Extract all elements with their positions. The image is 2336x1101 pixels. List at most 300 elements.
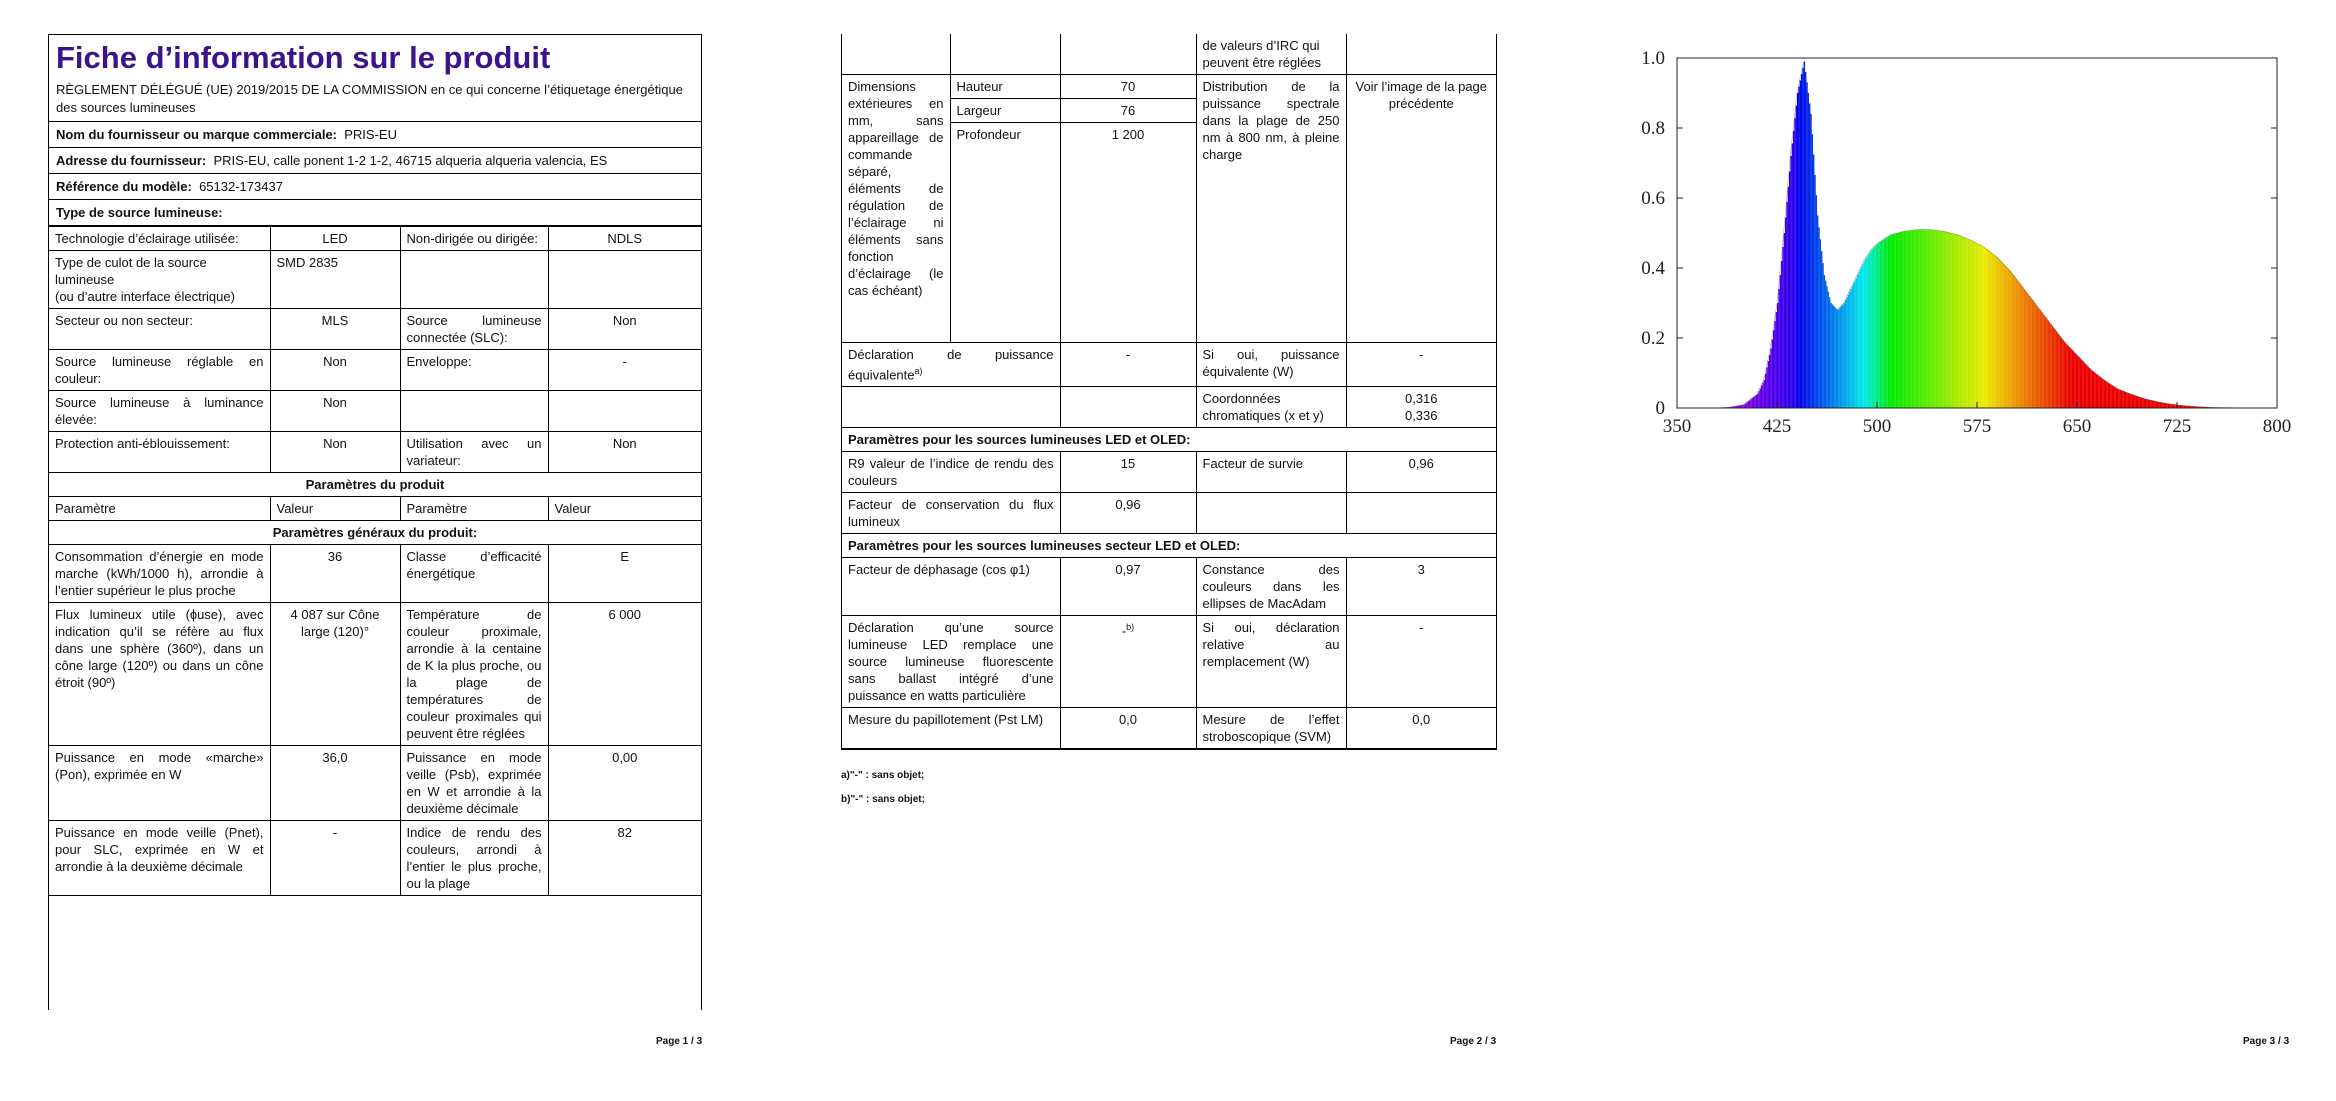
spectrum-bar <box>2038 308 2039 408</box>
spectral-distribution-chart <box>1577 30 2297 460</box>
x-tick-label: 500 <box>1862 416 1892 437</box>
spectrum-bar <box>1750 399 1751 408</box>
spectrum-bar <box>1810 114 1811 408</box>
spectrum-bar <box>2145 399 2146 408</box>
spectrum-bar <box>1880 242 1881 408</box>
model-value: 65132-173437 <box>199 179 283 195</box>
spectrum-bar <box>1873 248 1874 408</box>
spectrum-bar <box>1856 278 1857 408</box>
page-3 <box>1557 0 2336 1101</box>
spectrum-bar <box>1962 237 1963 408</box>
table-row: Déclaration de puissance équivalente$^{a)}$ - Si oui, puissance équivalente (W) - <box>842 343 1496 387</box>
spectrum-bar <box>2042 314 2043 409</box>
spectrum-bar <box>1989 251 1990 408</box>
spectrum-bar <box>1826 286 1827 408</box>
page-number: Page 3 / 3 <box>2243 1036 2290 1047</box>
spectrum-bar <box>2028 294 2029 408</box>
spectrum-bar <box>1942 231 1943 408</box>
equivalent-power-label: Déclaration de puissance équivalente$^{a)}$ <box>842 343 1060 387</box>
spectrum-bar <box>1937 230 1938 408</box>
spectrum-bar <box>2049 322 2050 408</box>
spectrum-bar <box>1985 248 1986 408</box>
spectrum-bar <box>1745 403 1746 408</box>
title-block <box>49 35 701 122</box>
spectrum-bar <box>1820 239 1821 408</box>
footnote-a: a)"-" : sans objet; <box>841 770 925 781</box>
spectrum-bar <box>1997 258 1998 409</box>
spectrum-bar <box>2120 390 2121 408</box>
spectrum-bar <box>1845 300 1846 408</box>
spectrum-bar <box>2106 382 2107 408</box>
spectrum-bar <box>2020 284 2021 408</box>
spectrum-bar <box>1986 249 1987 408</box>
spectrum-bar <box>1804 62 1805 409</box>
spectrum-bar <box>1968 239 1969 408</box>
spectrum-bar <box>1764 380 1765 408</box>
spectrum-bar <box>1796 106 1797 408</box>
y-tick-label: 0.4 <box>1641 258 1665 279</box>
y-tick-label: 0.8 <box>1641 118 1665 139</box>
table-row: Dimensions extérieures en mm, sans appareillage de commande séparé, éléments de régulation de l’éclairage ni éléments sans fonction d’éclairage (le cas échéant) Hauteur 70 Distribution de la puissance spectrale dans la plage de 250 nm à 800 nm, à pleine charge Voir l’image de la page précédente <box>842 75 1496 99</box>
spectrum-bar <box>2077 356 2078 409</box>
spectrum-bar <box>1965 238 1966 408</box>
spectrum-bar <box>2061 338 2062 408</box>
x-tick-label: 425 <box>1762 416 1792 437</box>
spectrum-bar <box>1806 83 1807 409</box>
spectrum-bar <box>1837 310 1838 408</box>
spectrum-bar <box>1877 244 1878 409</box>
spectrum-bar <box>1934 230 1935 408</box>
spectrum-bar <box>1805 72 1806 408</box>
spectrum-bar <box>1768 361 1769 408</box>
spectrum-bar <box>1897 233 1898 408</box>
spectrum-bar <box>2062 340 2063 408</box>
spectrum-bar <box>2101 378 2102 408</box>
spectrum-bar <box>1945 232 1946 408</box>
spectrum-bar <box>1760 388 1761 408</box>
spectrum-bar <box>2093 372 2094 408</box>
spectrum-bar <box>2136 396 2137 408</box>
spectrum-bar <box>2113 386 2114 408</box>
spectrum-bar <box>1936 230 1937 408</box>
spectrum-bar <box>1972 241 1973 408</box>
spectrum-bar <box>2138 397 2139 408</box>
column-header-row: Paramètre Valeur Paramètre Valeur <box>49 497 701 521</box>
spectrum-bar <box>2022 287 2023 408</box>
spectrum-bar <box>2160 402 2161 408</box>
address-row <box>49 148 701 174</box>
spectrum-bar <box>2072 350 2073 408</box>
spectrum-bar <box>2005 266 2006 408</box>
spectrum-bar <box>1840 307 1841 408</box>
spectrum-bar <box>2149 400 2150 408</box>
spectrum-bar <box>2002 263 2003 408</box>
spectrum-bar <box>2001 262 2002 408</box>
spectrum-bar <box>2078 357 2079 408</box>
spectrum-bar <box>1850 289 1851 408</box>
spectrum-bar <box>1869 253 1870 408</box>
continuation-table <box>842 34 1496 749</box>
spectrum-bar <box>1960 236 1961 408</box>
y-tick-label: 0.2 <box>1641 328 1665 349</box>
spectrum-bar <box>1762 383 1763 408</box>
spectrum-bar <box>2174 405 2175 408</box>
spectrum-bar <box>1881 241 1882 408</box>
table-row: Source lumineuse réglable en couleur: Non Enveloppe: - <box>49 350 701 391</box>
table-row: Puissance en mode «marche» (Pon), exprimée en W 36,0 Puissance en mode veille (Psb), exprimée en W et arrondie à la deuxième décimale 0,00 <box>49 746 701 821</box>
spectrum-bar <box>2025 291 2026 408</box>
spectrum-bar <box>2070 349 2071 409</box>
spectrum-bar <box>2032 300 2033 409</box>
spectrum-bar <box>1846 297 1847 408</box>
spectrum-bar <box>1978 244 1979 408</box>
product-info-continuation <box>841 34 1497 750</box>
spectrum-bar <box>2125 392 2126 408</box>
spectrum-bar <box>1982 246 1983 408</box>
x-tick-label: 350 <box>1662 416 1692 437</box>
spectrum-bar <box>1929 230 1930 409</box>
spectrum-bar <box>1950 233 1951 408</box>
spectrum-bar <box>1861 267 1862 408</box>
spectrum-bar <box>2014 277 2015 408</box>
spectrum-bar <box>1964 237 1965 408</box>
table-row: Mesure du papillotement (Pst LM) 0,0 Mesure de l’effet stroboscopique (SVM) 0,0 <box>842 708 1496 749</box>
product-info-sheet <box>48 34 702 1010</box>
spectrum-bar <box>2021 286 2022 409</box>
dimensions-label: Dimensions extérieures en mm, sans appareillage de commande séparé, éléments de régulation de l’éclairage ni éléments sans fonction d’éclairage (le cas échéant) <box>842 75 950 343</box>
spectrum-bar <box>1756 395 1757 408</box>
spectrum-bar <box>2121 390 2122 408</box>
spectrum-bar <box>1908 231 1909 408</box>
spectrum-bar <box>1754 396 1755 408</box>
spectrum-bar <box>1792 143 1793 408</box>
spectrum-bar <box>1838 309 1839 408</box>
spectrum-bar <box>2069 347 2070 408</box>
table-row: Consommation d’énergie en mode marche (kWh/1000 h), arrondie à l’entier supérieur le plus proche 36 Classe d’efficacité énergétique E <box>49 545 701 603</box>
footnote-b: b)"-" : sans objet; <box>841 794 925 805</box>
x-tick-label: 800 <box>2262 416 2292 437</box>
spectrum-bar <box>1954 234 1955 408</box>
spectrum-bar <box>1916 230 1917 408</box>
spectrum-bar <box>2057 333 2058 408</box>
spectrum-bar <box>1789 171 1790 408</box>
spectrum-bar <box>1828 292 1829 408</box>
spectrum-bar <box>1905 231 1906 408</box>
spectrum-bar <box>2153 401 2154 408</box>
spectrum-bar <box>2045 317 2046 408</box>
spectrum-bar <box>2166 403 2167 408</box>
spectrum-bar <box>1776 312 1777 408</box>
spectrum-bar <box>2092 371 2093 408</box>
spectrum-bar <box>2065 343 2066 408</box>
spectrum-bar <box>2050 324 2051 408</box>
spectrum-bar <box>2162 403 2163 408</box>
spectrum-bar <box>1862 264 1863 408</box>
spectrum-bar <box>2100 377 2101 408</box>
spectrum-bar <box>1914 230 1915 408</box>
table-row: Coordonnées chromatiques (x et y) 0,316 0,336 <box>842 387 1496 428</box>
supplier-label: Nom du fournisseur ou marque commerciale: <box>56 127 338 143</box>
spectrum-bar <box>1896 233 1897 408</box>
supplier-row <box>49 122 701 148</box>
spectrum-bar <box>1894 234 1895 408</box>
page-1 <box>0 0 778 1101</box>
spectrum-bar <box>1853 283 1854 408</box>
spectrum-bar <box>1924 230 1925 409</box>
spectrum-bar <box>2090 370 2091 409</box>
spectrum-bar <box>1841 306 1842 408</box>
spectrum-bar <box>2033 301 2034 408</box>
spectrum-bar <box>1833 306 1834 408</box>
spectrum-bar <box>1888 237 1889 409</box>
spectrum-bar <box>2122 391 2123 408</box>
spectrum-bar <box>2096 374 2097 408</box>
spectrum-bar <box>1857 275 1858 408</box>
spectrum-bar <box>1922 230 1923 409</box>
table-row: Flux lumineux utile (ɸuse), avec indication qu’il se réfère au flux dans une sphère (360º), dans un cône large (120º) ou dans un cône étroit (90º) 4 087 sur Cône large (120)° Température de couleur proximale, arrondie à la centaine de K la plus proche, ou la plage de températures de couleur proximales qui peuvent être réglées 6 000 <box>49 603 701 746</box>
spectrum-bar <box>1884 239 1885 408</box>
table-row: R9 valeur de l’indice de rendu des couleurs 15 Facteur de survie 0,96 <box>842 452 1496 493</box>
spectrum-bar <box>2036 305 2037 408</box>
spectrum-bar <box>1785 218 1786 408</box>
spectrum-bar <box>1981 246 1982 408</box>
spectrum-bar <box>2154 401 2155 408</box>
spectrum-bar <box>2146 399 2147 408</box>
spectrum-bar <box>1836 309 1837 408</box>
spectrum-bar <box>1769 355 1770 408</box>
spectrum-bar <box>2052 326 2053 408</box>
spectrum-bar <box>1998 259 1999 408</box>
spectrum-bar <box>2164 403 2165 408</box>
spectrum-bar <box>1946 232 1947 408</box>
params-heading-row: Paramètres du produit <box>49 473 701 497</box>
spectrum-bar <box>1786 202 1787 408</box>
spectrum-bar <box>2012 273 2013 408</box>
table-row: Facteur de conservation du flux lumineux 0,96 <box>842 493 1496 534</box>
spectrum-bar <box>1800 80 1801 408</box>
spectrum-bar <box>2009 270 2010 408</box>
spectrum-bar <box>1816 195 1817 408</box>
y-tick-label: 0.6 <box>1641 188 1665 209</box>
spectrum-bar <box>2053 328 2054 409</box>
spectrum-bar <box>1784 233 1785 408</box>
spectrum-bar <box>1976 243 1977 408</box>
spectrum-bar <box>1834 307 1835 408</box>
spectrum-bar <box>1878 243 1879 408</box>
spectrum-bar <box>1898 233 1899 408</box>
spectrum-bar <box>1980 245 1981 408</box>
spectrum-bar <box>2060 336 2061 408</box>
spectrum-bar <box>1928 230 1929 409</box>
spectrum-bar <box>2018 282 2019 408</box>
spectrum-bar <box>1893 234 1894 408</box>
spectrum-bar <box>1890 235 1891 408</box>
spectrum-bar <box>2054 329 2055 408</box>
spectrum-bar <box>1782 247 1783 408</box>
spectrum-bar <box>2037 307 2038 409</box>
spectrum-bar <box>2026 293 2027 409</box>
spectrum-bar <box>2000 260 2001 408</box>
spectrum-bar <box>2006 267 2007 408</box>
spectrum-bar <box>2068 346 2069 408</box>
table-row: Largeur 76 <box>842 99 1496 123</box>
spectrum-bar <box>2129 393 2130 408</box>
spectrum-bar <box>2126 392 2127 408</box>
spectrum-bar <box>2088 367 2089 408</box>
spectrum-bar <box>1825 281 1826 408</box>
spectrum-bar <box>1778 289 1779 408</box>
spectrum-bar <box>2116 388 2117 408</box>
spectrum-bar <box>2108 383 2109 408</box>
spectrum-bar <box>2150 400 2151 408</box>
spectrum-bar <box>2112 385 2113 408</box>
spectrum-bar <box>2141 398 2142 408</box>
spectrum-bar <box>1957 235 1958 408</box>
spectral-label: Distribution de la puissance spectrale dans la plage de 250 nm à 800 nm, à pleine charge <box>1196 75 1346 343</box>
spectrum-bar <box>2158 402 2159 408</box>
spectrum-bar <box>1961 236 1962 408</box>
spectrum-bar <box>1933 230 1934 408</box>
spectral-value: Voir l’image de la page précédente <box>1346 75 1496 343</box>
spectrum-bar <box>2156 401 2157 408</box>
spectrum-bar <box>2089 368 2090 408</box>
spectrum-bar <box>2008 269 2009 408</box>
spectrum-bar <box>1882 240 1883 408</box>
spectrum-bar <box>2134 395 2135 408</box>
light-source-type-table <box>49 226 701 896</box>
spectrum-bar <box>2041 312 2042 408</box>
spectrum-bar <box>1952 233 1953 408</box>
spectrum-bar <box>1996 256 1997 408</box>
spectrum-bar <box>2170 404 2171 408</box>
spectrum-bar <box>2140 397 2141 408</box>
spectrum-bar <box>2046 319 2047 408</box>
spectrum-bar <box>1941 231 1942 408</box>
spectrum-bar <box>1900 232 1901 408</box>
general-heading-row: Paramètres généraux du produit: <box>49 521 701 545</box>
spectrum-bar <box>1766 367 1767 408</box>
spectrum-bar <box>2148 400 2149 409</box>
spectrum-bar <box>1860 269 1861 408</box>
model-label: Référence du modèle: <box>56 179 192 195</box>
x-tick-label: 575 <box>1962 416 1992 437</box>
spectrum-bar <box>2034 303 2035 408</box>
spectrum-bar <box>2064 342 2065 409</box>
spectrum-bar <box>1949 233 1950 408</box>
spectrum-bar <box>1814 175 1815 408</box>
spectrum-bar <box>1824 275 1825 408</box>
spectrum-bar <box>1918 230 1919 409</box>
spectrum-bar <box>1988 250 1989 408</box>
spectrum-bar <box>1990 252 1991 408</box>
table-row: Puissance en mode veille (Pnet), pour SLC, exprimée en W et arrondie à la deuxième décimale - Indice de rendu des couleurs, arrondi à l’entier le plus proche, ou la plage 82 <box>49 821 701 896</box>
spectrum-bar <box>2118 389 2119 408</box>
spectrum-bar <box>1956 234 1957 408</box>
table-row: Facteur de déphasage (cos φ1) 0,97 Constance des couleurs dans les ellipses de MacAdam 3 <box>842 558 1496 616</box>
spectrum-bar <box>1758 391 1759 408</box>
spectrum-bar <box>2084 363 2085 409</box>
spectrum-bar <box>2137 396 2138 408</box>
spectrum-bar <box>1788 187 1789 408</box>
spectrum-bar <box>1876 245 1877 408</box>
spectrum-bar <box>1910 230 1911 408</box>
spectrum-bar <box>1912 230 1913 408</box>
spectrum-bar <box>1794 118 1795 408</box>
spectrum-bar <box>1874 246 1875 408</box>
spectrum-bar <box>1865 259 1866 408</box>
spectrum-bar <box>1772 339 1773 408</box>
spectrum-bar <box>1889 236 1890 408</box>
spectrum-bar <box>1932 230 1933 408</box>
spectrum-bar <box>1801 74 1802 408</box>
spectrum-bar <box>2097 375 2098 408</box>
regulation-text: RÈGLEMENT DÉLÉGUÉ (UE) 2019/2015 DE LA COMMISSION en ce qui concerne l’étiquetage énergétique des sources lumineuses <box>56 82 683 116</box>
spectrum-bar <box>2058 335 2059 409</box>
spectrum-bar <box>2161 402 2162 408</box>
spectrum-bar <box>1852 286 1853 408</box>
spectrum-bar <box>1872 249 1873 408</box>
spectrum-bar <box>2152 400 2153 408</box>
spectrum-bar <box>2030 298 2031 408</box>
spectrum-bar <box>2157 402 2158 408</box>
spectrum-bar <box>2142 398 2143 408</box>
spectrum-bar <box>1994 255 1995 408</box>
supplier-value: PRIS-EU <box>344 127 397 143</box>
spectrum-bar <box>2066 344 2067 408</box>
spectrum-bar <box>1822 263 1823 408</box>
spectrum-bar <box>1977 244 1978 409</box>
type-heading: Type de source lumineuse: <box>49 200 701 226</box>
spectrum-bar <box>1813 155 1814 408</box>
spectrum-bar <box>2010 272 2011 409</box>
spectrum-bar <box>1921 230 1922 409</box>
spectrum-bar <box>1969 239 1970 408</box>
spectrum-bar <box>1777 303 1778 408</box>
spectrum-bar <box>2013 275 2014 408</box>
spectrum-bar <box>2080 358 2081 408</box>
spectrum-bar <box>1821 251 1822 408</box>
led-heading-row: Paramètres pour les sources lumineuses LED et OLED: <box>842 428 1496 452</box>
page-number: Page 2 / 3 <box>1450 1036 1497 1047</box>
spectrum-bar <box>1913 230 1914 408</box>
spectrum-bar <box>1832 304 1833 408</box>
spectrum-bar <box>1798 87 1799 408</box>
spectrum-bar <box>1886 237 1887 408</box>
spectrum-bar <box>1808 93 1809 408</box>
spectrum-bar <box>1752 398 1753 408</box>
spectrum-bar <box>1868 255 1869 408</box>
table-row: Type de culot de la source lumineuse (ou d’autre interface électrique) SMD 2835 <box>49 251 701 309</box>
table-row: Technologie d’éclairage utilisée: LED Non-dirigée ou dirigée: NDLS <box>49 227 701 251</box>
spectrum-bar <box>1746 402 1747 408</box>
table-row: Secteur ou non secteur: MLS Source lumineuse connectée (SLC): Non <box>49 309 701 350</box>
spectrum-bar <box>1858 272 1859 408</box>
spectrum-bar <box>2094 373 2095 408</box>
spectrum-bar <box>2168 404 2169 408</box>
spectrum-bar <box>2104 380 2105 408</box>
spectrum-bar <box>2130 394 2131 408</box>
spectrum-bar <box>2004 265 2005 409</box>
spectrum-bar <box>1830 303 1831 408</box>
spectrum-bar <box>1940 231 1941 408</box>
spectrum-bar <box>1790 156 1791 408</box>
spectrum-bar <box>1901 232 1902 408</box>
spectrum-bar <box>2044 315 2045 408</box>
x-tick-label: 650 <box>2062 416 2092 437</box>
spectrum-bar <box>2024 289 2025 408</box>
spectrum-bar <box>2098 376 2099 408</box>
spectrum-bar <box>2105 381 2106 408</box>
